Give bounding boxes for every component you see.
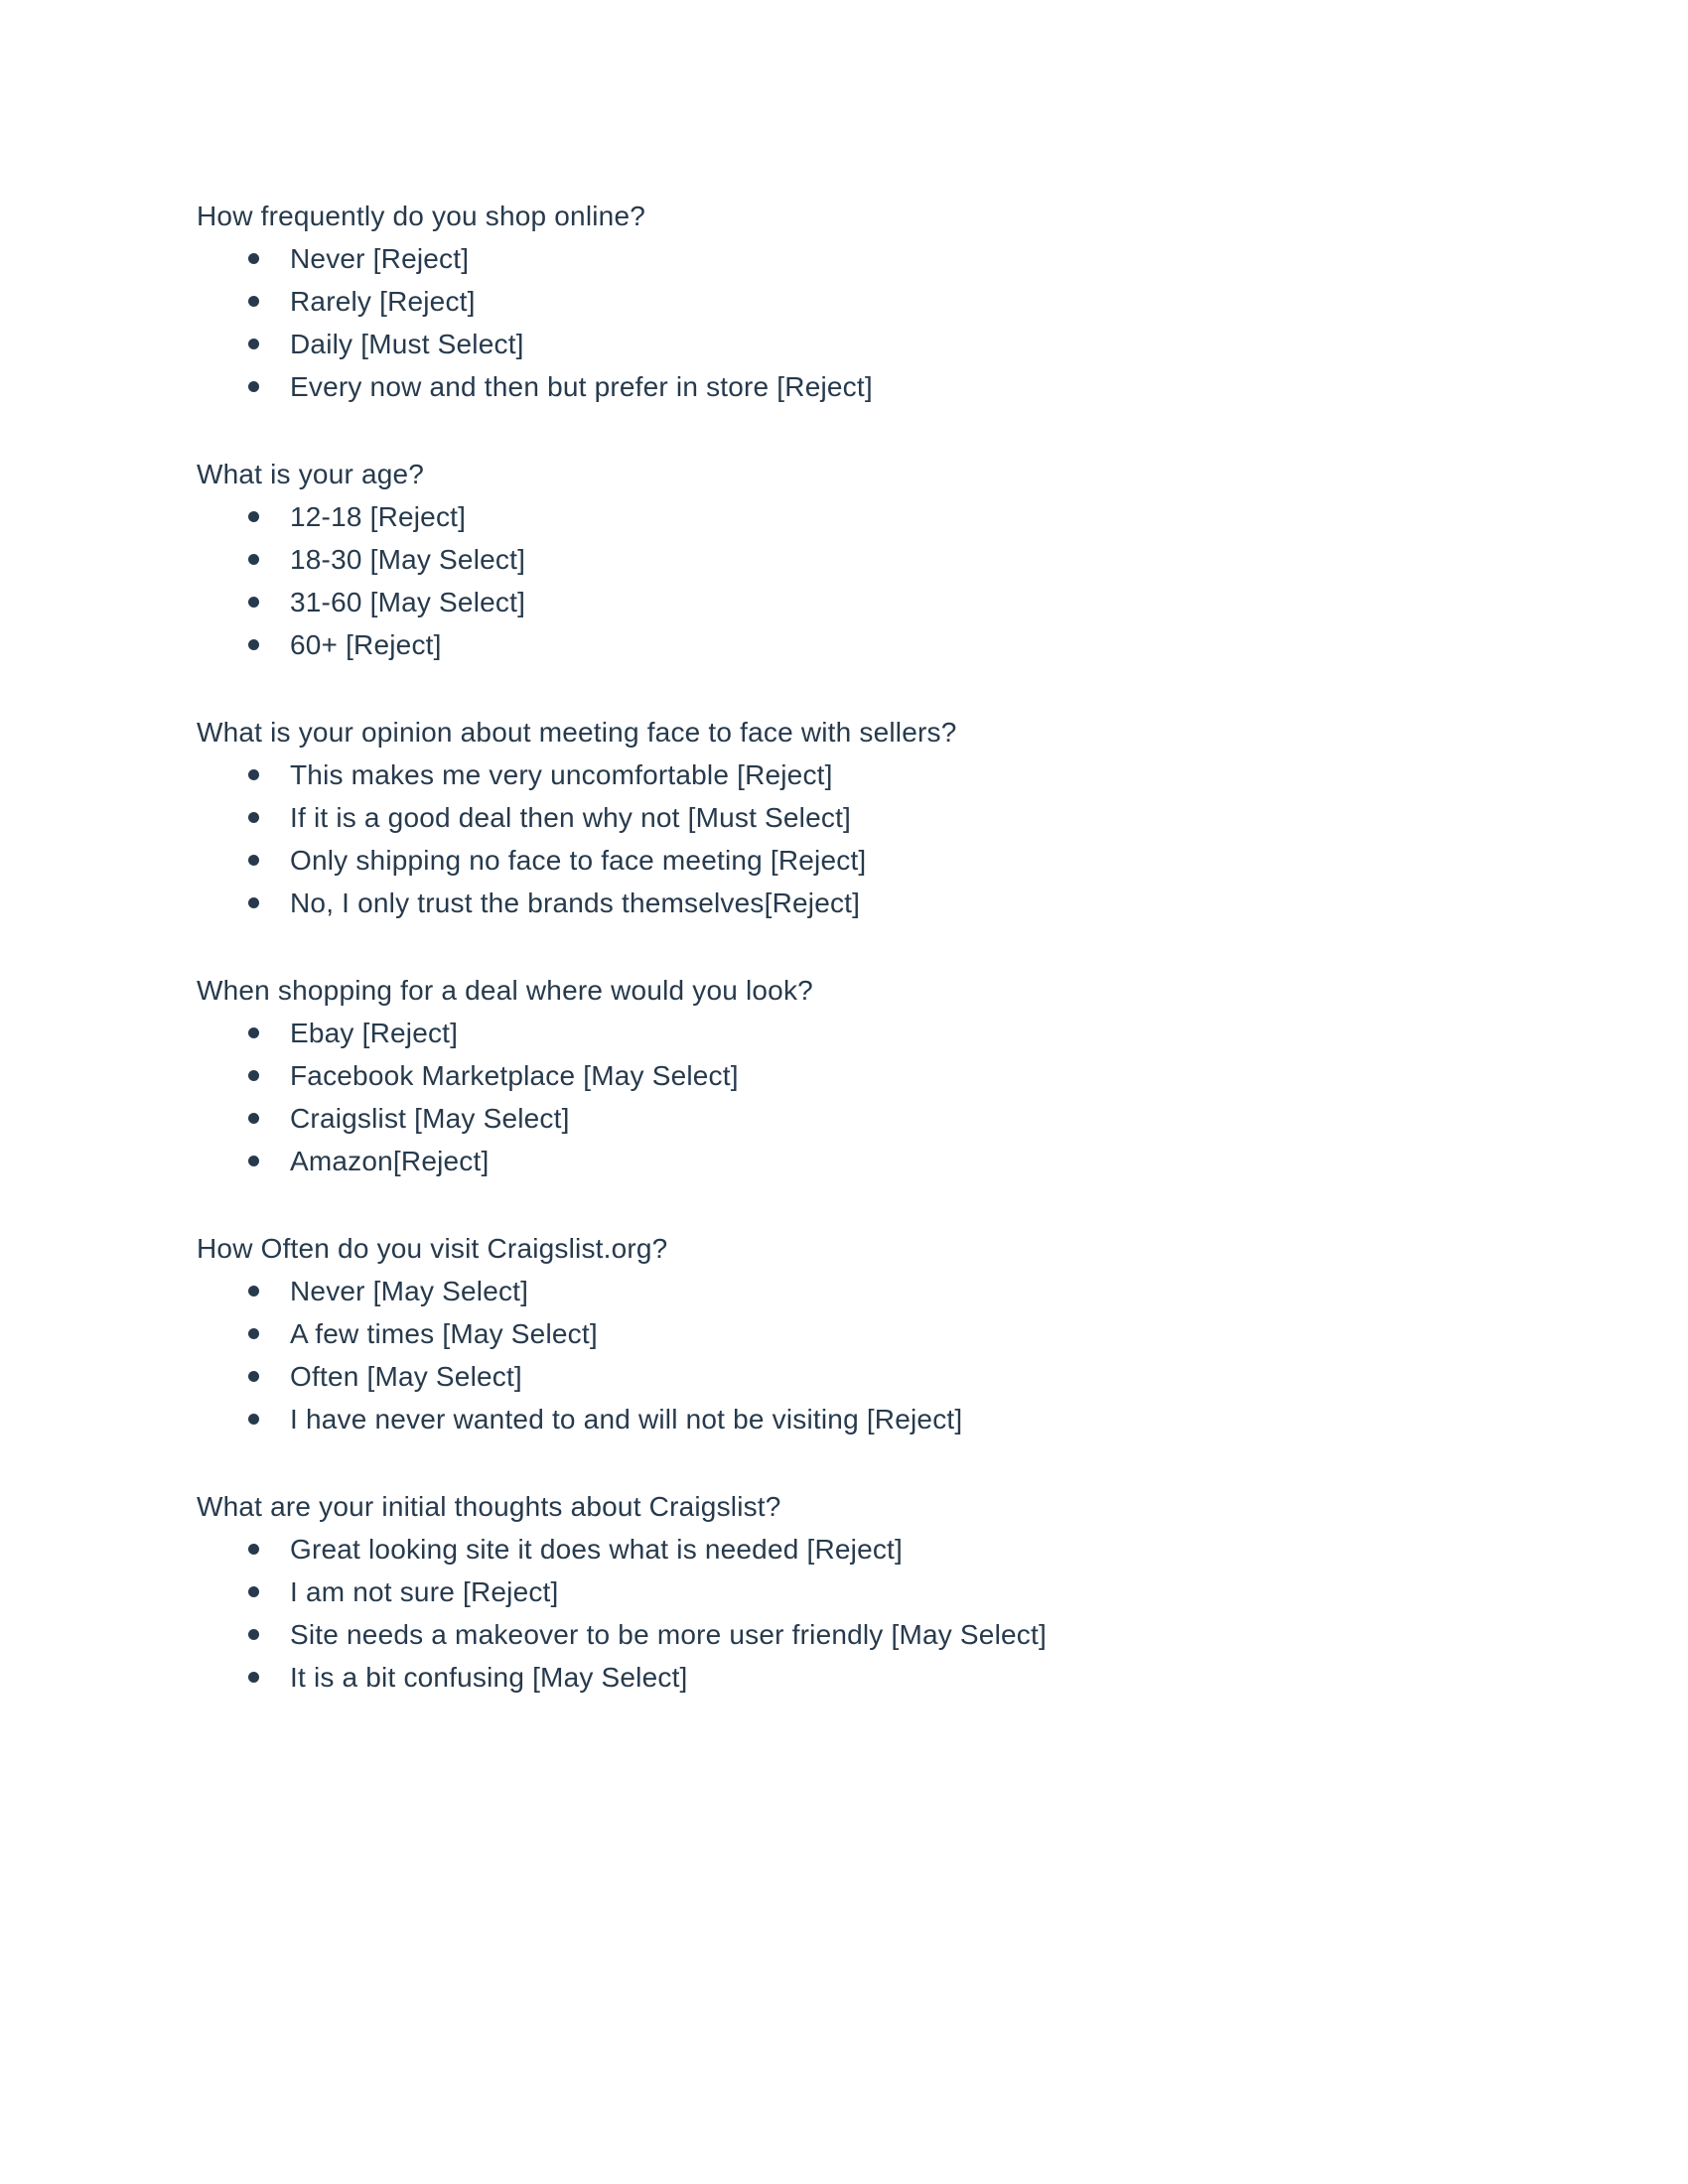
question-block-shop-online <box>197 195 1589 408</box>
option-text: Never [Reject] <box>290 243 470 274</box>
option-text: Daily [Must Select] <box>290 329 524 359</box>
question-text: When shopping for a deal where would you look? <box>197 975 813 1006</box>
option-item <box>197 1570 1589 1613</box>
bullet-icon <box>248 253 259 264</box>
options-list <box>197 237 1589 408</box>
bullet-icon <box>248 1586 259 1597</box>
option-item <box>197 581 1589 623</box>
option-item <box>197 1355 1589 1398</box>
question-text: What is your opinion about meeting face to face with sellers? <box>197 717 957 748</box>
question-block-age <box>197 453 1589 666</box>
question-text: What are your initial thoughts about Craigslist? <box>197 1491 781 1522</box>
bullet-icon <box>248 855 259 866</box>
options-list <box>197 1270 1589 1440</box>
bullet-icon <box>248 1328 259 1339</box>
option-item <box>197 495 1589 538</box>
option-text: Amazon[Reject] <box>290 1146 490 1176</box>
option-item <box>197 1528 1589 1570</box>
option-item <box>197 237 1589 280</box>
option-item <box>197 1140 1589 1182</box>
option-item <box>197 1270 1589 1312</box>
option-item <box>197 882 1589 924</box>
bullet-icon <box>248 1371 259 1382</box>
option-text: Rarely [Reject] <box>290 286 476 317</box>
option-text: Facebook Marketplace [May Select] <box>290 1060 739 1091</box>
question-text: How Often do you visit Craigslist.org? <box>197 1233 668 1264</box>
question-block-visit-frequency <box>197 1227 1589 1440</box>
option-text: No, I only trust the brands themselves[Reject] <box>290 887 861 918</box>
option-item <box>197 280 1589 323</box>
option-text: I have never wanted to and will not be visiting [Reject] <box>290 1404 963 1434</box>
option-item <box>197 796 1589 839</box>
option-text: If it is a good deal then why not [Must Select] <box>290 802 852 833</box>
option-item <box>197 1656 1589 1699</box>
bullet-icon <box>248 554 259 565</box>
question-block-initial-thoughts <box>197 1485 1589 1699</box>
option-text: 60+ [Reject] <box>290 629 442 660</box>
option-item <box>197 1097 1589 1140</box>
option-text: A few times [May Select] <box>290 1318 598 1349</box>
bullet-icon <box>248 296 259 307</box>
option-text: This makes me very uncomfortable [Reject] <box>290 759 833 790</box>
option-item <box>197 1312 1589 1355</box>
bullet-icon <box>248 1414 259 1425</box>
option-item <box>197 753 1589 796</box>
bullet-icon <box>248 381 259 392</box>
bullet-icon <box>248 769 259 780</box>
option-text: Only shipping no face to face meeting [Reject] <box>290 845 867 876</box>
bullet-icon <box>248 897 259 908</box>
question-block-face-to-face <box>197 711 1589 924</box>
bullet-icon <box>248 1113 259 1124</box>
bullet-icon <box>248 1672 259 1683</box>
option-text: Never [May Select] <box>290 1276 529 1306</box>
bullet-icon <box>248 1156 259 1166</box>
question-text: How frequently do you shop online? <box>197 201 645 231</box>
option-text: 18-30 [May Select] <box>290 544 526 575</box>
option-item <box>197 839 1589 882</box>
option-text: Ebay [Reject] <box>290 1018 459 1048</box>
bullet-icon <box>248 1070 259 1081</box>
bullet-icon <box>248 597 259 608</box>
option-item <box>197 323 1589 365</box>
option-item <box>197 623 1589 666</box>
bullet-icon <box>248 639 259 650</box>
question-text: What is your age? <box>197 459 425 489</box>
bullet-icon <box>248 511 259 522</box>
option-item <box>197 1398 1589 1440</box>
options-list <box>197 1528 1589 1699</box>
bullet-icon <box>248 1629 259 1640</box>
option-text: Craigslist [May Select] <box>290 1103 570 1134</box>
bullet-icon <box>248 339 259 349</box>
option-text: I am not sure [Reject] <box>290 1576 559 1607</box>
options-list <box>197 1012 1589 1182</box>
option-item <box>197 365 1589 408</box>
bullet-icon <box>248 1286 259 1297</box>
option-text: 31-60 [May Select] <box>290 587 526 617</box>
bullet-icon <box>248 1544 259 1555</box>
option-item <box>197 538 1589 581</box>
option-text: Often [May Select] <box>290 1361 522 1392</box>
option-text: Site needs a makeover to be more user friendly [May Select] <box>290 1619 1047 1650</box>
bullet-icon <box>248 1027 259 1038</box>
option-text: It is a bit confusing [May Select] <box>290 1662 688 1693</box>
option-item <box>197 1613 1589 1656</box>
option-text: 12-18 [Reject] <box>290 501 467 532</box>
option-text: Every now and then but prefer in store [Reject] <box>290 371 873 402</box>
bullet-icon <box>248 812 259 823</box>
question-block-deal-lookup <box>197 969 1589 1182</box>
options-list <box>197 753 1589 924</box>
option-item <box>197 1012 1589 1054</box>
option-item <box>197 1054 1589 1097</box>
option-text: Great looking site it does what is needed [Reject] <box>290 1534 904 1565</box>
options-list <box>197 495 1589 666</box>
